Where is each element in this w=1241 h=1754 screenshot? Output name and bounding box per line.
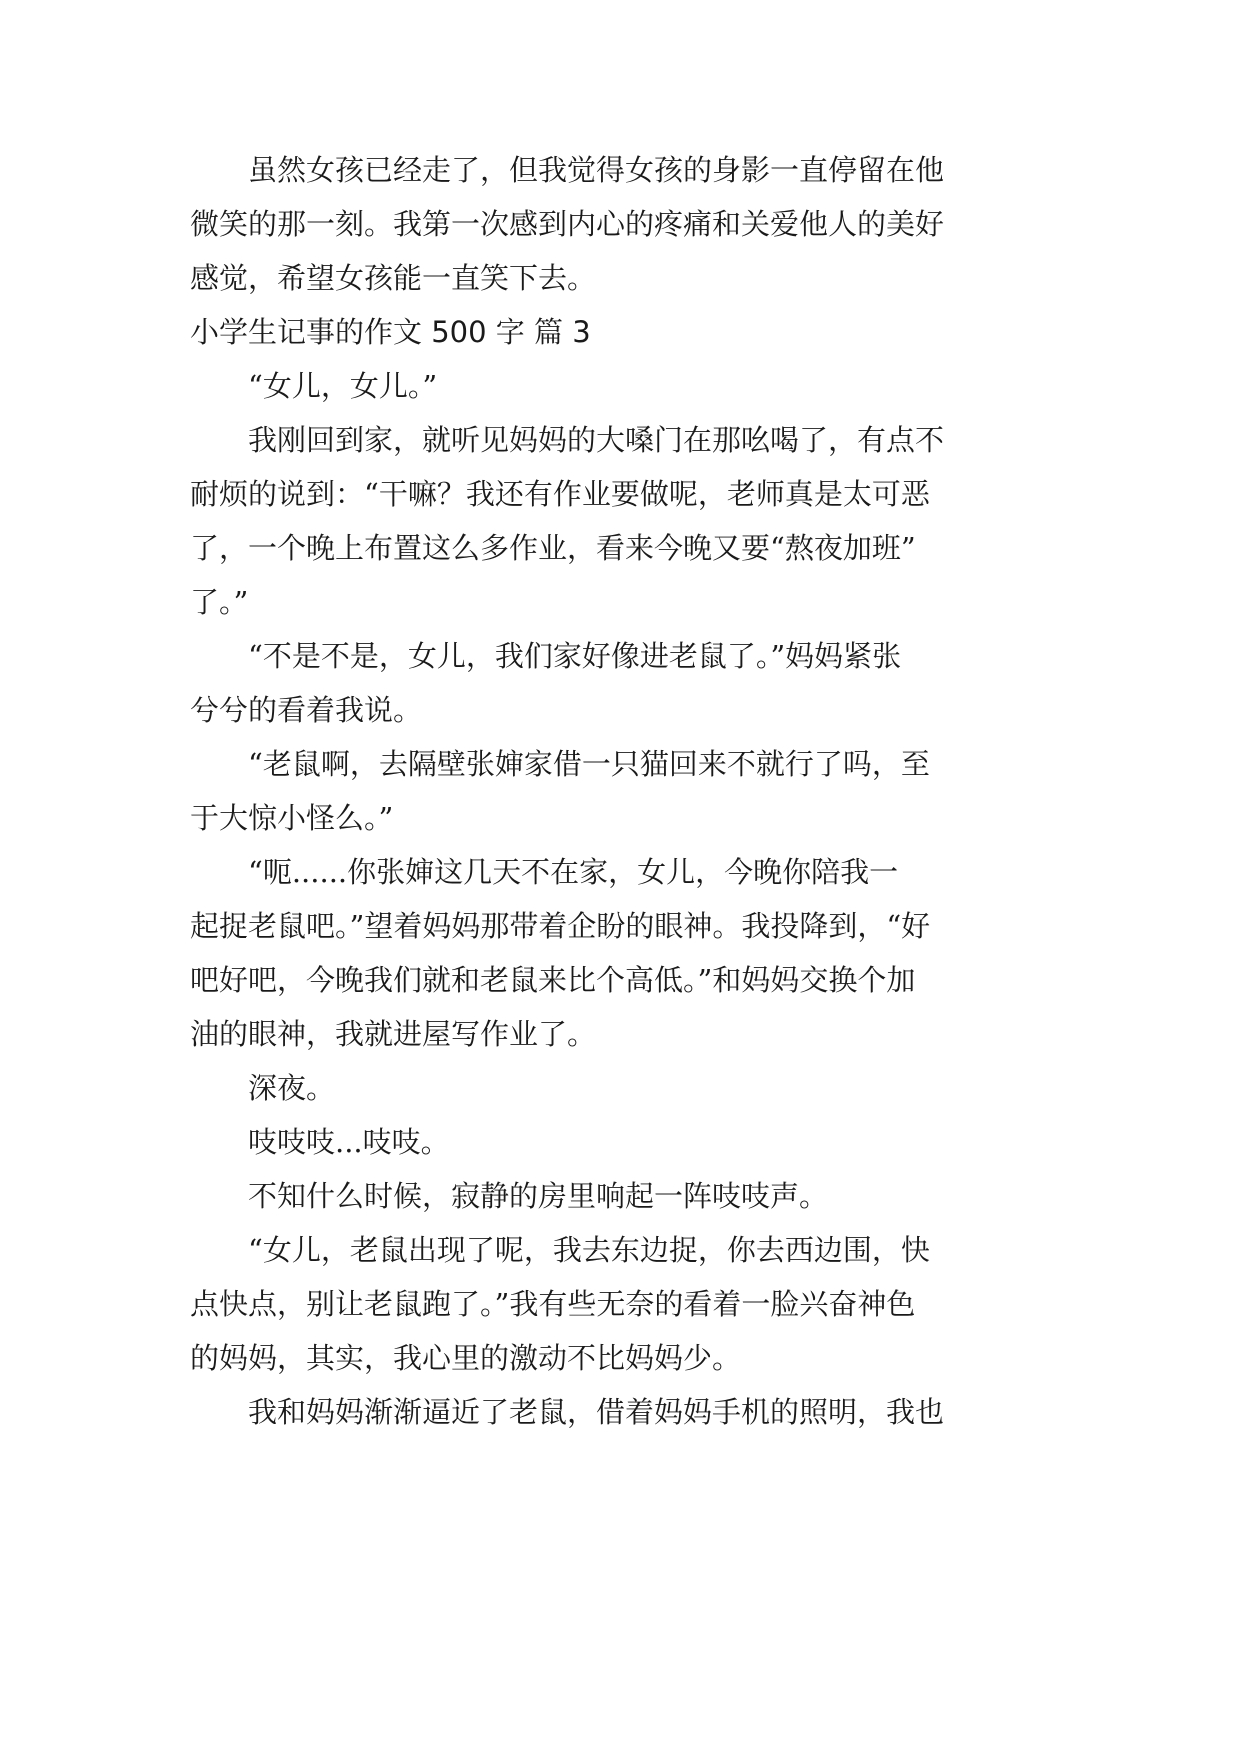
paragraph-line: “不是不是，女儿，我们家好像进老鼠了。”妈妈紧张 — [190, 639, 902, 673]
paragraph-line: “女儿，老鼠出现了呢，我去东边捉，你去西边围，快 — [190, 1233, 930, 1267]
paragraph-line: 起捉老鼠吧。”望着妈妈那带着企盼的眼神。我投降到，“好 — [190, 909, 931, 943]
paragraph-line: 感觉，希望女孩能一直笑下去。 — [190, 261, 597, 295]
paragraph-line: 了。” — [190, 585, 249, 619]
paragraph-line: 虽然女孩已经走了，但我觉得女孩的身影一直停留在他 — [190, 153, 945, 187]
paragraph-line: “女儿，女儿。” — [190, 369, 438, 403]
paragraph-line: 我和妈妈渐渐逼近了老鼠，借着妈妈手机的照明，我也 — [190, 1395, 945, 1429]
paragraph-line: “老鼠啊，去隔壁张婶家借一只猫回来不就行了吗，至 — [190, 747, 930, 781]
paragraph-line: 吱吱吱...吱吱。 — [190, 1125, 450, 1159]
paragraph-line: 了，一个晚上布置这么多作业，看来今晚又要“熬夜加班” — [190, 531, 916, 565]
paragraph-line: 吧好吧，今晚我们就和老鼠来比个高低。”和妈妈交换个加 — [190, 963, 916, 997]
paragraph-line: 的妈妈，其实，我心里的激动不比妈妈少。 — [190, 1341, 742, 1375]
paragraph-line: “呃......你张婶这几天不在家，女儿，今晚你陪我一 — [190, 855, 899, 889]
paragraph-line: 兮兮的看着我说。 — [190, 693, 423, 727]
paragraph-line: 不知什么时候，寂静的房里响起一阵吱吱声。 — [190, 1179, 829, 1213]
paragraph-line: 微笑的那一刻。我第一次感到内心的疼痛和关爱他人的美好 — [190, 207, 945, 241]
paragraph-line: 深夜。 — [190, 1071, 336, 1105]
paragraph-line: 油的眼神，我就进屋写作业了。 — [190, 1017, 597, 1051]
paragraph-line: 于大惊小怪么。” — [190, 801, 394, 835]
section-heading: 小学生记事的作文 500 字 篇 3 — [190, 315, 591, 349]
paragraph-line: 耐烦的说到：“干嘛？我还有作业要做呢，老师真是太可恶 — [190, 477, 930, 511]
paragraph-line: 点快点，别让老鼠跑了。”我有些无奈的看着一脸兴奋神色 — [190, 1287, 916, 1321]
paragraph-line: 我刚回到家，就听见妈妈的大嗓门在那吆喝了，有点不 — [190, 423, 945, 457]
